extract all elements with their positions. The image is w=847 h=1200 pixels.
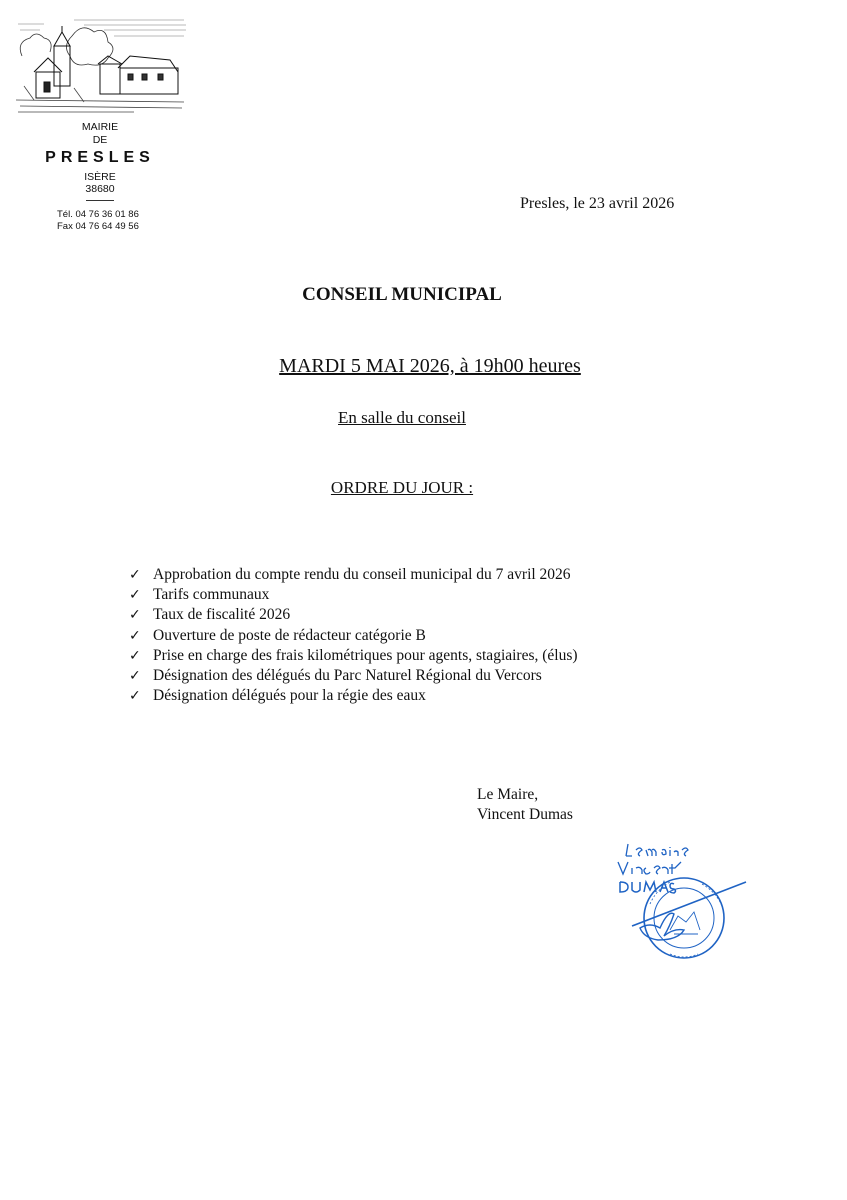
village-church-drawing-icon [14, 16, 188, 114]
agenda-item-text: Ouverture de poste de rédacteur catégorie B [153, 626, 426, 644]
agenda-item-text: Prise en charge des frais kilométriques pour agents, stagiaires, (élus) [153, 646, 578, 664]
checkmark-icon: ✓ [129, 627, 141, 644]
checkmark-icon: ✓ [129, 688, 141, 705]
letterhead-de: DE [92, 134, 108, 146]
letterhead-divider [86, 200, 114, 201]
agenda-list [129, 565, 578, 706]
checkmark-icon: ✓ [129, 668, 141, 685]
letterhead-mairie: MAIRIE [81, 121, 119, 133]
checkmark-icon: ✓ [129, 607, 141, 624]
letterhead-postcode: 38680 [85, 183, 115, 195]
letterhead-phone: Tél. 04 76 36 01 86 [57, 209, 139, 220]
agenda-item [129, 605, 578, 625]
agenda-item [129, 686, 578, 706]
signature-name: Vincent Dumas [477, 806, 573, 823]
document-title: CONSEIL MUNICIPAL [302, 284, 502, 305]
letterhead-region: ISÈRE [84, 171, 116, 183]
meeting-datetime: MARDI 5 MAI 2026, à 19h00 heures [279, 355, 581, 377]
letterhead-fax: Fax 04 76 64 49 56 [57, 221, 139, 232]
checkmark-icon: ✓ [129, 647, 141, 664]
signature-title: Le Maire, [477, 786, 539, 803]
agenda-item-text: Approbation du compte rendu du conseil municipal du 7 avril 2026 [153, 566, 571, 583]
agenda-item-text: Taux de fiscalité 2026 [153, 606, 291, 624]
checkmark-icon: ✓ [129, 567, 141, 583]
letterhead-town: PRESLES [45, 149, 155, 166]
agenda-item [129, 646, 578, 666]
agenda-item [129, 666, 578, 686]
agenda-item [129, 626, 578, 646]
agenda-item [129, 585, 578, 605]
meeting-location: En salle du conseil [338, 408, 466, 427]
mayor-stamp-signature-icon [598, 830, 748, 960]
agenda-heading: ORDRE DU JOUR : [330, 478, 474, 497]
agenda-item-text: Désignation des délégués du Parc Naturel Régional du Vercors [153, 667, 542, 685]
date-line: Presles, le 23 avril 2026 [520, 195, 675, 212]
agenda-item-text: Désignation délégués pour la régie des eaux [153, 687, 426, 705]
agenda-item-text: Tarifs communaux [153, 586, 270, 604]
checkmark-icon: ✓ [129, 587, 141, 604]
agenda-item [129, 565, 578, 585]
